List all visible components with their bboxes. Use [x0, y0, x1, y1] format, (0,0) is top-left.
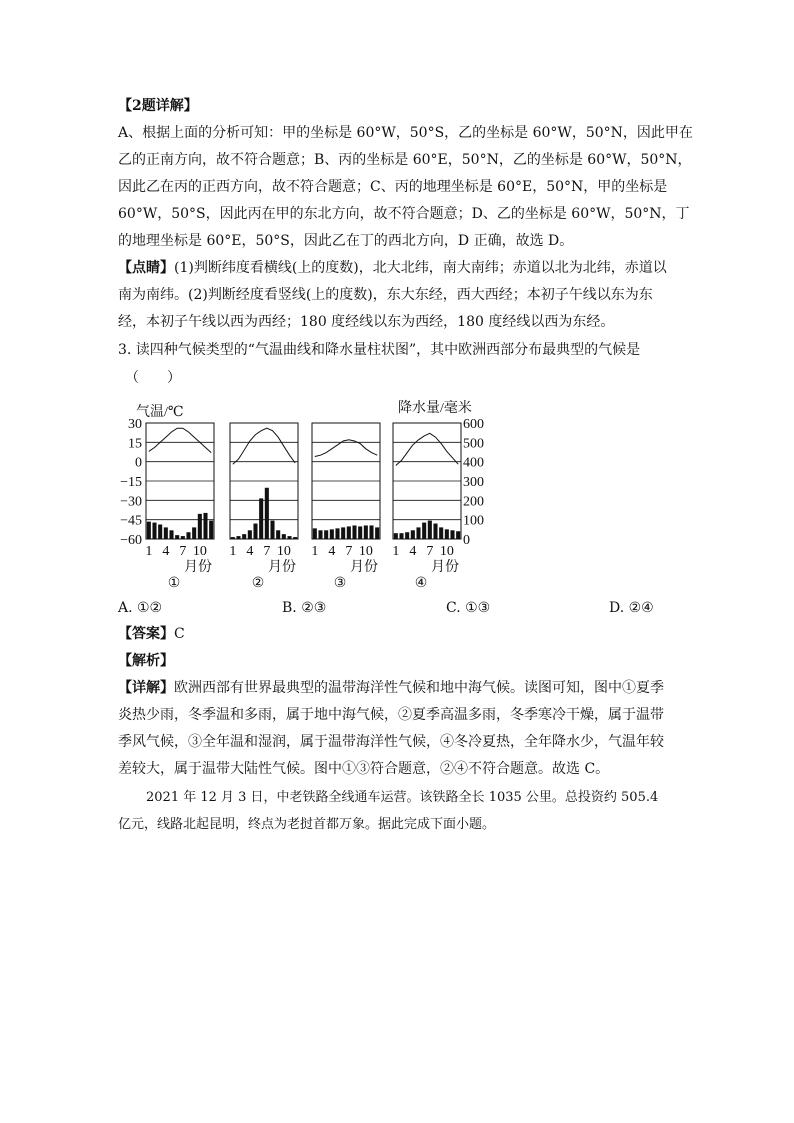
temperature-tick: −60 — [120, 533, 142, 548]
temperature-axis-title: 气温/℃ — [136, 405, 184, 420]
detail-line-3: 季风气候，③全年温和湿润，属于温带海洋性气候，④冬冷夏热，全年降水少，气温年较 — [118, 734, 664, 750]
precipitation-bar — [330, 529, 334, 539]
precipitation-tick: 500 — [463, 436, 484, 452]
month-tick: 4 — [328, 544, 336, 559]
precipitation-tick: 400 — [463, 455, 484, 471]
q2-line-2: 乙的正南方向，故不符合题意；B、丙的坐标是 60°E，50°N，乙的坐标是 60°W，50°N， — [118, 152, 692, 168]
passage-line-1: 2021 年 12 月 3 日，中老铁路全线通车运营。该铁路全长 1035 公里。总投资约 505.4 — [146, 790, 659, 805]
precipitation-bar — [169, 530, 173, 539]
precipitation-bar — [341, 527, 345, 539]
month-axis-label: 月份 — [431, 560, 459, 575]
precipitation-tick: 100 — [463, 513, 484, 529]
question-3-blank: （ ） — [125, 370, 181, 386]
temperature-curve — [149, 428, 211, 452]
precipitation-bar — [186, 532, 190, 539]
precipitation-tick: 200 — [463, 494, 484, 510]
option-b[interactable]: B. ②③ — [282, 600, 327, 616]
month-tick: 7 — [345, 544, 353, 559]
precipitation-tick: 600 — [463, 417, 484, 432]
month-axis-label: 月份 — [184, 560, 212, 575]
month-tick: 7 — [179, 544, 187, 559]
temperature-curve — [396, 433, 458, 465]
month-tick: 10 — [192, 544, 207, 559]
month-tick: 1 — [392, 544, 400, 559]
precipitation-bar — [324, 530, 328, 539]
precipitation-bar — [209, 521, 213, 539]
panel-label: ④ — [414, 576, 428, 590]
climate-panel — [392, 423, 461, 590]
option-d[interactable]: D. ②④ — [609, 600, 654, 616]
analysis-label: 【解析】 — [118, 653, 174, 669]
month-tick: 1 — [229, 544, 237, 559]
panel-label: ③ — [333, 576, 347, 590]
precipitation-bar — [192, 527, 196, 539]
temperature-tick: 15 — [128, 436, 142, 452]
precipitation-tick-labels — [463, 417, 484, 548]
precipitation-bar — [445, 529, 449, 539]
month-tick: 10 — [439, 544, 454, 559]
month-tick: 10 — [276, 544, 291, 559]
month-tick: 4 — [246, 544, 254, 559]
detail-line-1 — [118, 678, 664, 698]
temperature-tick: −45 — [120, 513, 142, 529]
precipitation-bar — [405, 532, 409, 539]
precipitation-bar — [147, 522, 151, 539]
precipitation-bar — [335, 528, 339, 539]
precipitation-bar — [433, 524, 437, 539]
month-axis-label: 月份 — [268, 560, 296, 575]
precipitation-bar — [352, 525, 356, 539]
precipitation-bar — [231, 537, 235, 539]
passage-line-2: 亿元，线路北起昆明，终点为老挝首都万象。据此完成下面小题。 — [118, 817, 496, 832]
month-tick: 4 — [409, 544, 417, 559]
precipitation-bar — [450, 530, 454, 539]
detail-text-1: 欧洲西部有世界最典型的温带海洋性气候和地中海气候。读图可知，图中①夏季 — [174, 680, 664, 696]
tip-text-1: (1)判断纬度看横线(上的度数)，北大北纬，南大南纬；赤道以北为北纬，赤道以 — [174, 260, 667, 276]
temperature-tick-labels — [120, 417, 142, 548]
precipitation-bar — [253, 524, 257, 539]
temperature-tick: −15 — [120, 475, 142, 490]
answer-value: C — [174, 626, 185, 642]
question-3: 3. 读四种气候类型的“气温曲线和降水量柱状图”，其中欧洲西部分布最典型的气候是 — [118, 342, 641, 358]
precipitation-bar — [318, 530, 322, 539]
precipitation-bar — [399, 533, 403, 539]
temperature-tick: 0 — [135, 455, 142, 471]
precipitation-bar — [456, 531, 460, 539]
tip-line-3: 经，本初子午线以西为西经；180 度经线以东为西经，180 度经线以西为东经。 — [118, 314, 615, 330]
precipitation-bar — [375, 527, 379, 539]
precipitation-bar — [287, 536, 291, 539]
tip-line-2: 南为南纬。(2)判断经度看竖线(上的度数)，东大东经，西大西经；本初子午线以东为东 — [118, 287, 653, 303]
month-axis-label: 月份 — [350, 560, 378, 575]
precipitation-bar — [439, 527, 443, 539]
q2-heading: 【2题详解】 — [118, 98, 198, 114]
month-tick: 1 — [145, 544, 153, 559]
precipitation-tick: 0 — [463, 533, 470, 548]
precipitation-bar — [428, 521, 432, 539]
temperature-tick: 30 — [128, 417, 142, 432]
precipitation-bar — [236, 536, 240, 539]
precipitation-bar — [203, 513, 207, 539]
precipitation-tick: 300 — [463, 475, 484, 490]
q2-line-4: 60°W，50°S，因此丙在甲的东北方向，故不符合题意；D、乙的坐标是 60°W，50°N，丁 — [118, 206, 690, 222]
precipitation-bar — [152, 523, 156, 539]
precipitation-bar — [158, 525, 162, 540]
detail-line-4: 差较大，属于温带大陆性气候。图中①③符合题意，②④不符合题意。故选 C。 — [118, 761, 610, 777]
precipitation-axis-title: 降水量/毫米 — [398, 401, 472, 416]
precipitation-bar — [175, 535, 179, 539]
precipitation-bar — [411, 530, 415, 539]
panel-label: ① — [167, 576, 181, 590]
precipitation-bar — [369, 525, 373, 539]
precipitation-bar — [358, 526, 362, 539]
precipitation-bar — [242, 534, 246, 539]
temperature-curve — [233, 428, 295, 464]
precipitation-bar — [394, 533, 398, 539]
precipitation-bar — [282, 534, 286, 539]
precipitation-bar — [422, 523, 426, 539]
precipitation-bar — [198, 514, 202, 539]
climate-panel — [229, 423, 298, 590]
precipitation-bar — [265, 488, 269, 539]
q2-line-5: 的地理坐标是 60°E，50°S，因此乙在丁的西北方向，D 正确，故选 D。 — [118, 233, 574, 249]
month-tick: 10 — [358, 544, 373, 559]
precipitation-bar — [347, 526, 351, 539]
climate-chart-figure — [118, 394, 498, 590]
climate-panel — [311, 423, 380, 590]
month-tick: 4 — [162, 544, 170, 559]
option-a[interactable]: A. ①② — [118, 600, 163, 616]
precipitation-bar — [270, 521, 274, 539]
detail-label: 【详解】 — [118, 680, 174, 696]
option-c[interactable]: C. ①③ — [446, 600, 491, 616]
temperature-tick: −30 — [120, 494, 142, 510]
climate-panels — [145, 423, 461, 590]
tip-line-1 — [118, 258, 667, 278]
precipitation-bar — [276, 530, 280, 539]
detail-line-2: 炎热少雨，冬季温和多雨，属于地中海气候，②夏季高温多雨，冬季寒冷干燥，属于温带 — [118, 707, 664, 723]
month-tick: 1 — [311, 544, 319, 559]
month-tick: 7 — [426, 544, 434, 559]
answer-line — [118, 624, 185, 644]
precipitation-bar — [364, 525, 368, 539]
tip-label: 【点睛】 — [118, 260, 174, 276]
precipitation-bar — [164, 527, 168, 539]
climate-panel — [145, 423, 214, 590]
precipitation-bar — [416, 527, 420, 539]
precipitation-bar — [313, 528, 317, 539]
precipitation-bar — [181, 536, 185, 539]
q2-line-3: 因此乙在丙的正西方向，故不符合题意；C、丙的地理坐标是 60°E，50°N，甲的坐标是 — [118, 179, 668, 195]
precipitation-bar — [248, 530, 252, 539]
panel-label: ② — [251, 576, 265, 590]
precipitation-bar — [293, 537, 297, 539]
month-tick: 7 — [263, 544, 271, 559]
answer-label: 【答案】 — [118, 626, 174, 642]
q2-line-1: A、根据上面的分析可知：甲的坐标是 60°W，50°S，乙的坐标是 60°W，50°N，因此甲在 — [118, 125, 693, 141]
precipitation-bar — [259, 498, 263, 539]
